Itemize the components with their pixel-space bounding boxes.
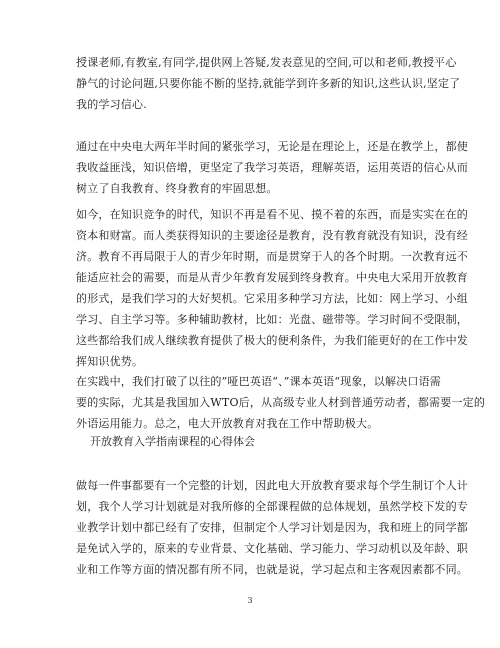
paragraph-line: 挥知识优势。: [76, 355, 144, 368]
paragraph-line: 济。教育不再局限于人的青少年时期，而是贯穿于人的各个时期。一次教育远不: [76, 250, 468, 263]
paragraph-3: [76, 204, 468, 372]
paragraph-1: [76, 52, 461, 115]
paragraph-line: 这些都给我们成人继续教育提供了极大的便利条件，为我们能更好的在工作中发: [76, 334, 468, 347]
paragraph-4: [76, 371, 486, 434]
paragraph-line: 要的实际，尤其是我国加入WTO后，从高级专业人材到普通劳动者，都需要一定的: [76, 396, 486, 409]
paragraph-line: 静气的讨论问题,只要你能不断的坚持,就能学到许多新的知识,这些认识,坚定了: [76, 77, 461, 90]
paragraph-line: 授课老师,有教室,有同学,提供网上答疑,发表意见的空间,可以和老师,教授平心: [76, 56, 457, 69]
paragraph-line: 能适应社会的需要，而是从青少年教育发展到终身教育。中央电大采用开放教育: [76, 271, 468, 284]
page-number: 3: [247, 596, 253, 605]
paragraph-line: 的形式，是我们学习的大好契机。它采用多种学习方法，比如：网上学习、小组: [76, 292, 468, 305]
paragraph-line: 资本和财富。而人类获得知识的主要途径是教育，没有教育就没有知识，没有经: [76, 229, 468, 242]
paragraph-line: 学习、自主学习等。多种辅助教材，比如：光盘、磁带等。学习时间不受限制，: [76, 313, 468, 326]
paragraph-line: 通过在中央电大两年半时间的紧张学习，无论是在理论上，还是在教学上，都使: [76, 140, 468, 153]
paragraph-line: 树立了自我教育、终身教育的牢固思想。: [76, 182, 278, 195]
paragraph-line: 外语运用能力。总之，电大开放教育对我在工作中帮助极大。: [76, 417, 379, 430]
paragraph-line: 业教学计划中都已经有了安排，但制定个人学习计划是因为，我和班上的同学都: [76, 521, 468, 534]
paragraph-line: 我的学习信心.: [76, 98, 147, 111]
paragraph-line: 我收益匪浅，知识倍增，更坚定了我学习英语，理解英语，运用英语的信心从而: [76, 161, 468, 174]
paragraph-line: 是免试入学的，原来的专业背景、文化基础、学习能力、学习动机以及年龄、职: [76, 542, 468, 555]
paragraph-line: 业和工作等方面的情况都有所不同，也就是说，学习起点和主客观因素都不同。: [76, 563, 468, 576]
paragraph-2: [76, 136, 468, 199]
paragraph-line: 划，我个人学习计划就是对我所修的全部课程做的总体规划，虽然学校下发的专: [76, 500, 468, 513]
paragraph-line: 如今，在知识竞争的时代，知识不再是看不见、摸不着的东西，而是实实在在的: [76, 208, 468, 221]
section-subheading: 开放教育入学指南课程的心得体会: [90, 435, 255, 448]
paragraph-line: 做每一件事都要有一个完整的计划，因此电大开放教育要求每个学生制订个人计: [76, 479, 468, 492]
paragraph-5: [76, 475, 468, 580]
paragraph-line: 在实践中，我们打破了以往的”哑巴英语“、”课本英语“现象，以解决口语需: [76, 375, 441, 388]
